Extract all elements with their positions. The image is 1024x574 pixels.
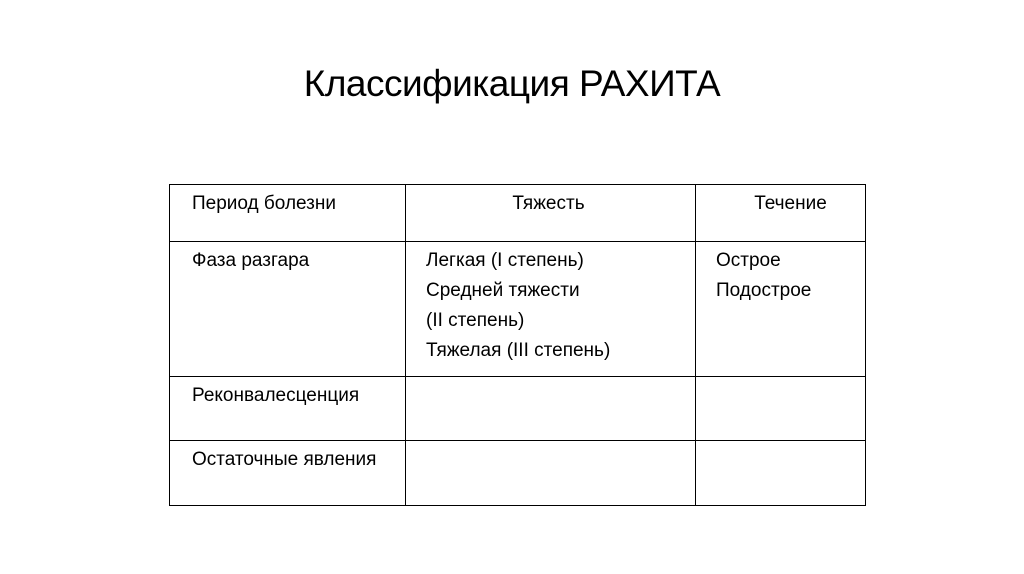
cell-period xyxy=(170,377,406,441)
cell-severity xyxy=(406,242,696,377)
period-label: Реконвалесценция xyxy=(192,385,360,406)
period-label: Фаза разгара xyxy=(192,250,310,271)
severity-line: (II степень) xyxy=(426,310,525,331)
header-cell-period xyxy=(170,185,406,242)
cell-course xyxy=(696,242,866,377)
header-cell-course xyxy=(696,185,866,242)
classification-table xyxy=(169,184,866,506)
header-course-label: Течение xyxy=(754,193,827,214)
slide-title: Классификация РАХИТА xyxy=(303,63,721,104)
cell-period xyxy=(170,242,406,377)
severity-line: Легкая (I степень) xyxy=(426,250,584,271)
course-line: Острое xyxy=(716,250,781,271)
cell-course xyxy=(696,377,866,441)
table-row xyxy=(170,242,866,377)
table-header-row xyxy=(170,185,866,242)
cell-severity xyxy=(406,441,696,506)
cell-course xyxy=(696,441,866,506)
header-period-label: Период болезни xyxy=(192,193,337,214)
header-severity-label: Тяжесть xyxy=(512,193,585,214)
table-row xyxy=(170,377,866,441)
period-label: Остаточные явления xyxy=(192,449,377,470)
header-cell-severity xyxy=(406,185,696,242)
cell-severity xyxy=(406,377,696,441)
severity-line: Средней тяжести xyxy=(426,280,580,301)
severity-line: Тяжелая (III степень) xyxy=(426,340,611,361)
course-line: Подострое xyxy=(716,280,812,301)
table-row xyxy=(170,441,866,506)
cell-period xyxy=(170,441,406,506)
